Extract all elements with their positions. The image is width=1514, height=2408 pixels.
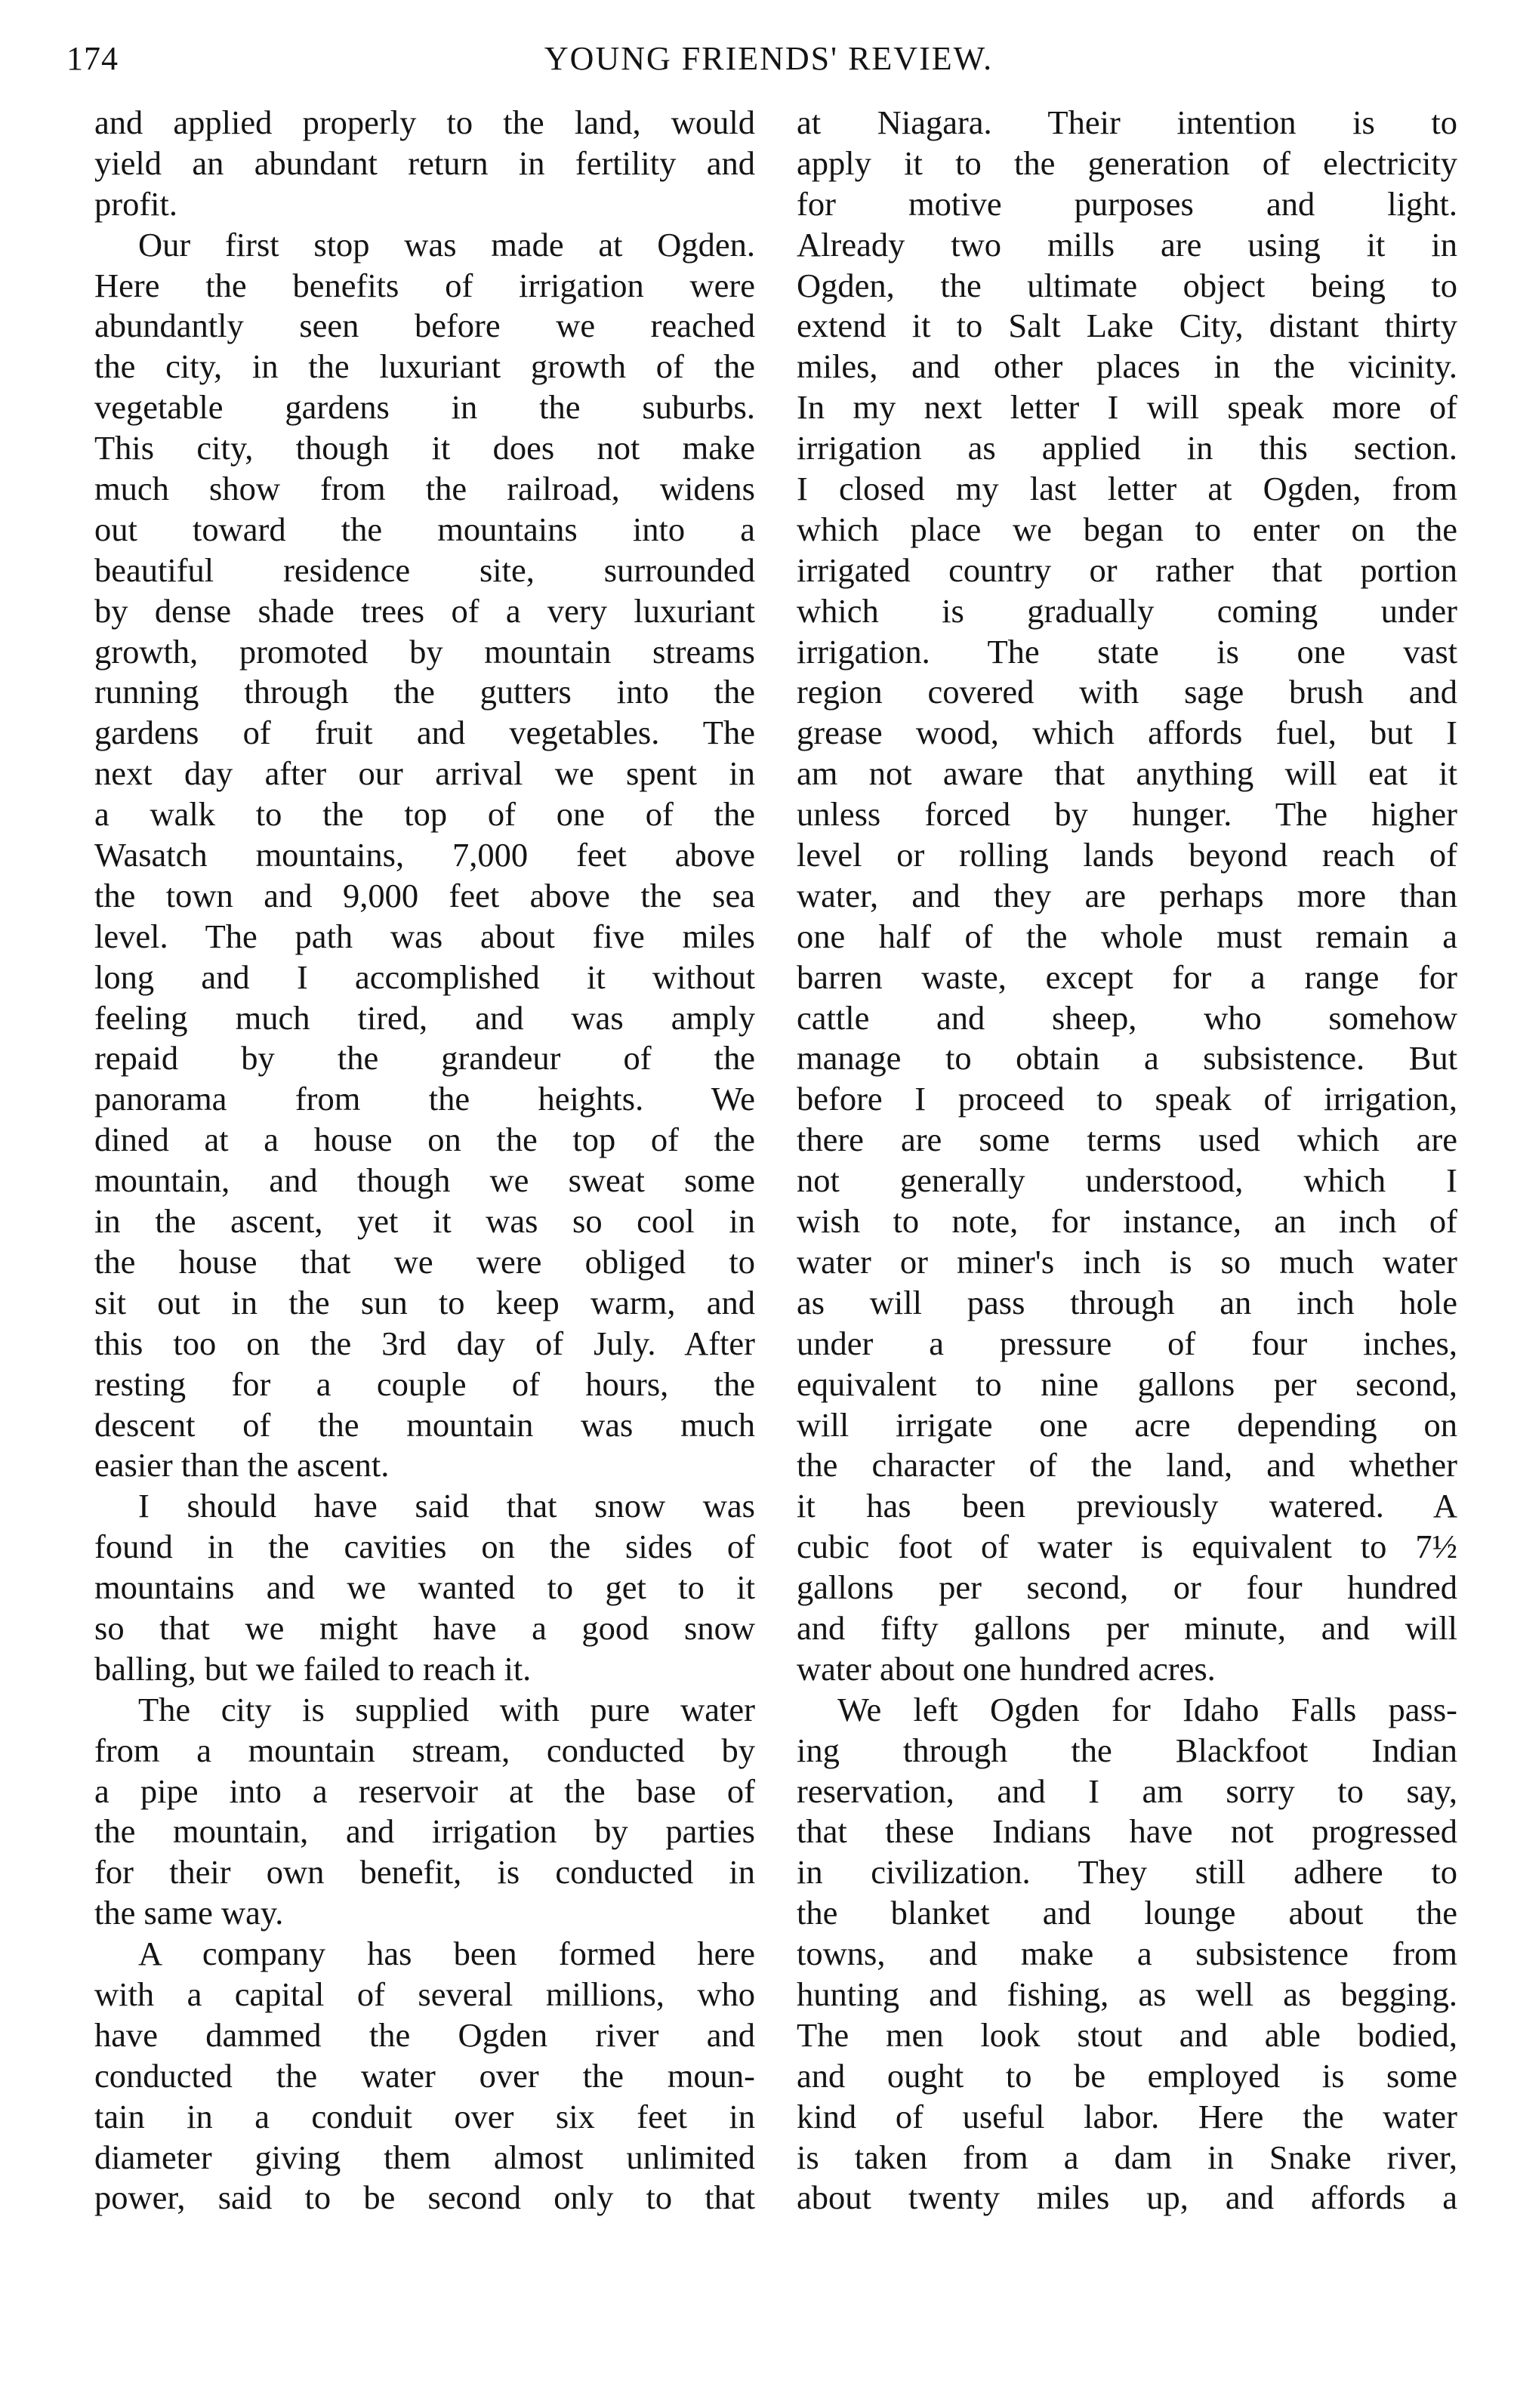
text-line: easier than the ascent.	[94, 1446, 390, 1485]
right-column	[797, 103, 1457, 2218]
text-line: this too on the 3rd day of July. After	[94, 1324, 755, 1362]
text-line: cattle and sheep, who somehow	[797, 998, 1457, 1037]
page-header	[66, 39, 1441, 88]
text-line: at Niagara. Their intention is to	[797, 103, 1457, 141]
text-line: running through the gutters into the	[94, 673, 755, 711]
text-line: Ogden, the ultimate object being to	[797, 266, 1457, 304]
text-line: reservation, and I am sorry to say,	[797, 1771, 1457, 1810]
text-line: unless forced by hunger. The higher	[797, 795, 1457, 834]
text-line: and applied properly to the land, would	[94, 103, 755, 141]
text-line: about twenty miles up, and affords a	[797, 2178, 1457, 2217]
running-head: YOUNG FRIENDS' REVIEW.	[544, 40, 994, 77]
text-line: the house that we were obliged to	[94, 1242, 755, 1281]
text-line: wish to note, for instance, an inch of	[797, 1202, 1457, 1241]
text-line: long and I accomplished it without	[94, 957, 755, 996]
text-line: from a mountain stream, conducted by	[94, 1731, 755, 1769]
text-line: level. The path was about five miles	[94, 917, 755, 955]
text-line: ing through the Blackfoot Indian	[797, 1731, 1457, 1769]
text-line: Here the benefits of irrigation were	[94, 266, 755, 304]
text-line: one half of the whole must remain a	[797, 917, 1457, 955]
text-line: tain in a conduit over six feet in	[94, 2097, 755, 2135]
text-line: and ought to be employed is some	[797, 2056, 1457, 2095]
text-line: panorama from the heights. We	[94, 1080, 755, 1118]
page-number: 174	[66, 40, 119, 77]
text-line: water about one hundred acres.	[797, 1649, 1216, 1688]
text-line: water, and they are perhaps more than	[797, 876, 1457, 914]
text-line: conducted the water over the moun-	[94, 2056, 755, 2095]
text-line: in the ascent, yet it was so cool in	[94, 1202, 755, 1241]
text-line: the blanket and lounge about the	[797, 1894, 1457, 1932]
text-line: before I proceed to speak of irrigation,	[797, 1080, 1457, 1118]
text-line: apply it to the generation of electricity	[797, 143, 1457, 182]
text-line: A company has been formed here	[138, 1935, 755, 1973]
text-line: the same way.	[94, 1894, 284, 1932]
text-line: in civilization. They still adhere to	[797, 1853, 1457, 1892]
text-line: We left Ogden for Idaho Falls pass-	[837, 1690, 1457, 1728]
text-line: kind of useful labor. Here the water	[797, 2097, 1457, 2135]
text-line: beautiful residence site, surrounded	[94, 550, 755, 589]
text-line: is taken from a dam in Snake river,	[797, 2138, 1457, 2176]
text-line: a walk to the top of one of the	[94, 795, 755, 834]
text-line: have dammed the Ogden river and	[94, 2015, 755, 2054]
text-line: The city is supplied with pure water	[138, 1690, 755, 1728]
text-line: cubic foot of water is equivalent to 7½	[797, 1528, 1457, 1566]
text-line: irrigated country or rather that portion	[797, 550, 1457, 589]
text-line: which is gradually coming under	[797, 591, 1457, 630]
text-line: repaid by the grandeur of the	[94, 1039, 755, 1078]
text-line: am not aware that anything will eat it	[797, 754, 1457, 793]
text-line: the city, in the luxuriant growth of the	[94, 347, 755, 386]
text-line: the character of the land, and whether	[797, 1446, 1457, 1485]
text-line: barren waste, except for a range for	[797, 957, 1457, 996]
text-line: towns, and make a subsistence from	[797, 1935, 1457, 1973]
text-line: not generally understood, which I	[797, 1161, 1457, 1200]
text-line: that these Indians have not progressed	[797, 1812, 1457, 1851]
text-line: irrigation as applied in this section.	[797, 429, 1457, 467]
text-line: dined at a house on the top of the	[94, 1121, 755, 1159]
text-line: will irrigate one acre depending on	[797, 1405, 1457, 1444]
text-line: balling, but we failed to reach it.	[94, 1649, 532, 1688]
text-line: profit.	[94, 184, 177, 223]
text-line: by dense shade trees of a very luxuriant	[94, 591, 755, 630]
text-line: so that we might have a good snow	[94, 1608, 755, 1647]
text-line: as will pass through an inch hole	[797, 1283, 1457, 1321]
text-line: for motive purposes and light.	[797, 184, 1457, 223]
text-line: hunting and fishing, as well as begging.	[797, 1975, 1457, 2013]
text-line: under a pressure of four inches,	[797, 1324, 1457, 1362]
text-line: mountain, and though we sweat some	[94, 1161, 755, 1200]
text-line: diameter giving them almost unlimited	[94, 2138, 755, 2176]
text-line: level or rolling lands beyond reach of	[797, 836, 1457, 874]
text-line: abundantly seen before we reached	[94, 307, 755, 345]
text-line: mountains and we wanted to get to it	[94, 1568, 755, 1607]
text-line: Wasatch mountains, 7,000 feet above	[94, 836, 755, 874]
text-line: next day after our arrival we spent in	[94, 754, 755, 793]
text-line: a pipe into a reservoir at the base of	[94, 1771, 755, 1810]
text-line: I should have said that snow was	[138, 1487, 755, 1525]
text-line: Our first stop was made at Ogden.	[138, 225, 755, 264]
text-line: irrigation. The state is one vast	[797, 632, 1457, 671]
text-line: In my next letter I will speak more of	[797, 388, 1457, 427]
text-line: descent of the mountain was much	[94, 1405, 755, 1444]
text-line: for their own benefit, is conducted in	[94, 1853, 755, 1892]
text-line: Already two mills are using it in	[797, 225, 1457, 264]
text-line: I closed my last letter at Ogden, from	[797, 470, 1457, 508]
left-column	[94, 103, 755, 2218]
text-line: found in the cavities on the sides of	[94, 1528, 755, 1566]
text-line: gardens of fruit and vegetables. The	[94, 714, 755, 752]
text-line: miles, and other places in the vicinity.	[797, 347, 1457, 386]
text-line: much show from the railroad, widens	[94, 470, 755, 508]
text-line: sit out in the sun to keep warm, and	[94, 1283, 755, 1321]
text-line: power, said to be second only to that	[94, 2178, 755, 2217]
text-line: resting for a couple of hours, the	[94, 1364, 755, 1403]
text-line: manage to obtain a subsistence. But	[797, 1039, 1457, 1078]
text-line: there are some terms used which are	[797, 1121, 1457, 1159]
text-line: The men look stout and able bodied,	[797, 2015, 1457, 2054]
text-line: and fifty gallons per minute, and will	[797, 1608, 1457, 1647]
text-line: This city, though it does not make	[94, 429, 755, 467]
text-line: equivalent to nine gallons per second,	[797, 1364, 1457, 1403]
text-line: out toward the mountains into a	[94, 510, 755, 548]
text-line: yield an abundant return in fertility and	[94, 143, 755, 182]
text-line: region covered with sage brush and	[797, 673, 1457, 711]
text-line: gallons per second, or four hundred	[797, 1568, 1457, 1607]
text-line: feeling much tired, and was amply	[94, 998, 755, 1037]
text-line: the mountain, and irrigation by parties	[94, 1812, 755, 1851]
text-line: grease wood, which affords fuel, but I	[797, 714, 1457, 752]
text-line: which place we began to enter on the	[797, 510, 1457, 548]
text-line: with a capital of several millions, who	[94, 1975, 755, 2013]
text-line: extend it to Salt Lake City, distant thirty	[797, 307, 1457, 345]
text-line: vegetable gardens in the suburbs.	[94, 388, 755, 427]
text-line: water or miner's inch is so much water	[797, 1242, 1457, 1281]
text-line: it has been previously watered. A	[797, 1487, 1457, 1525]
text-line: the town and 9,000 feet above the sea	[94, 876, 755, 914]
text-line: growth, promoted by mountain streams	[94, 632, 755, 671]
